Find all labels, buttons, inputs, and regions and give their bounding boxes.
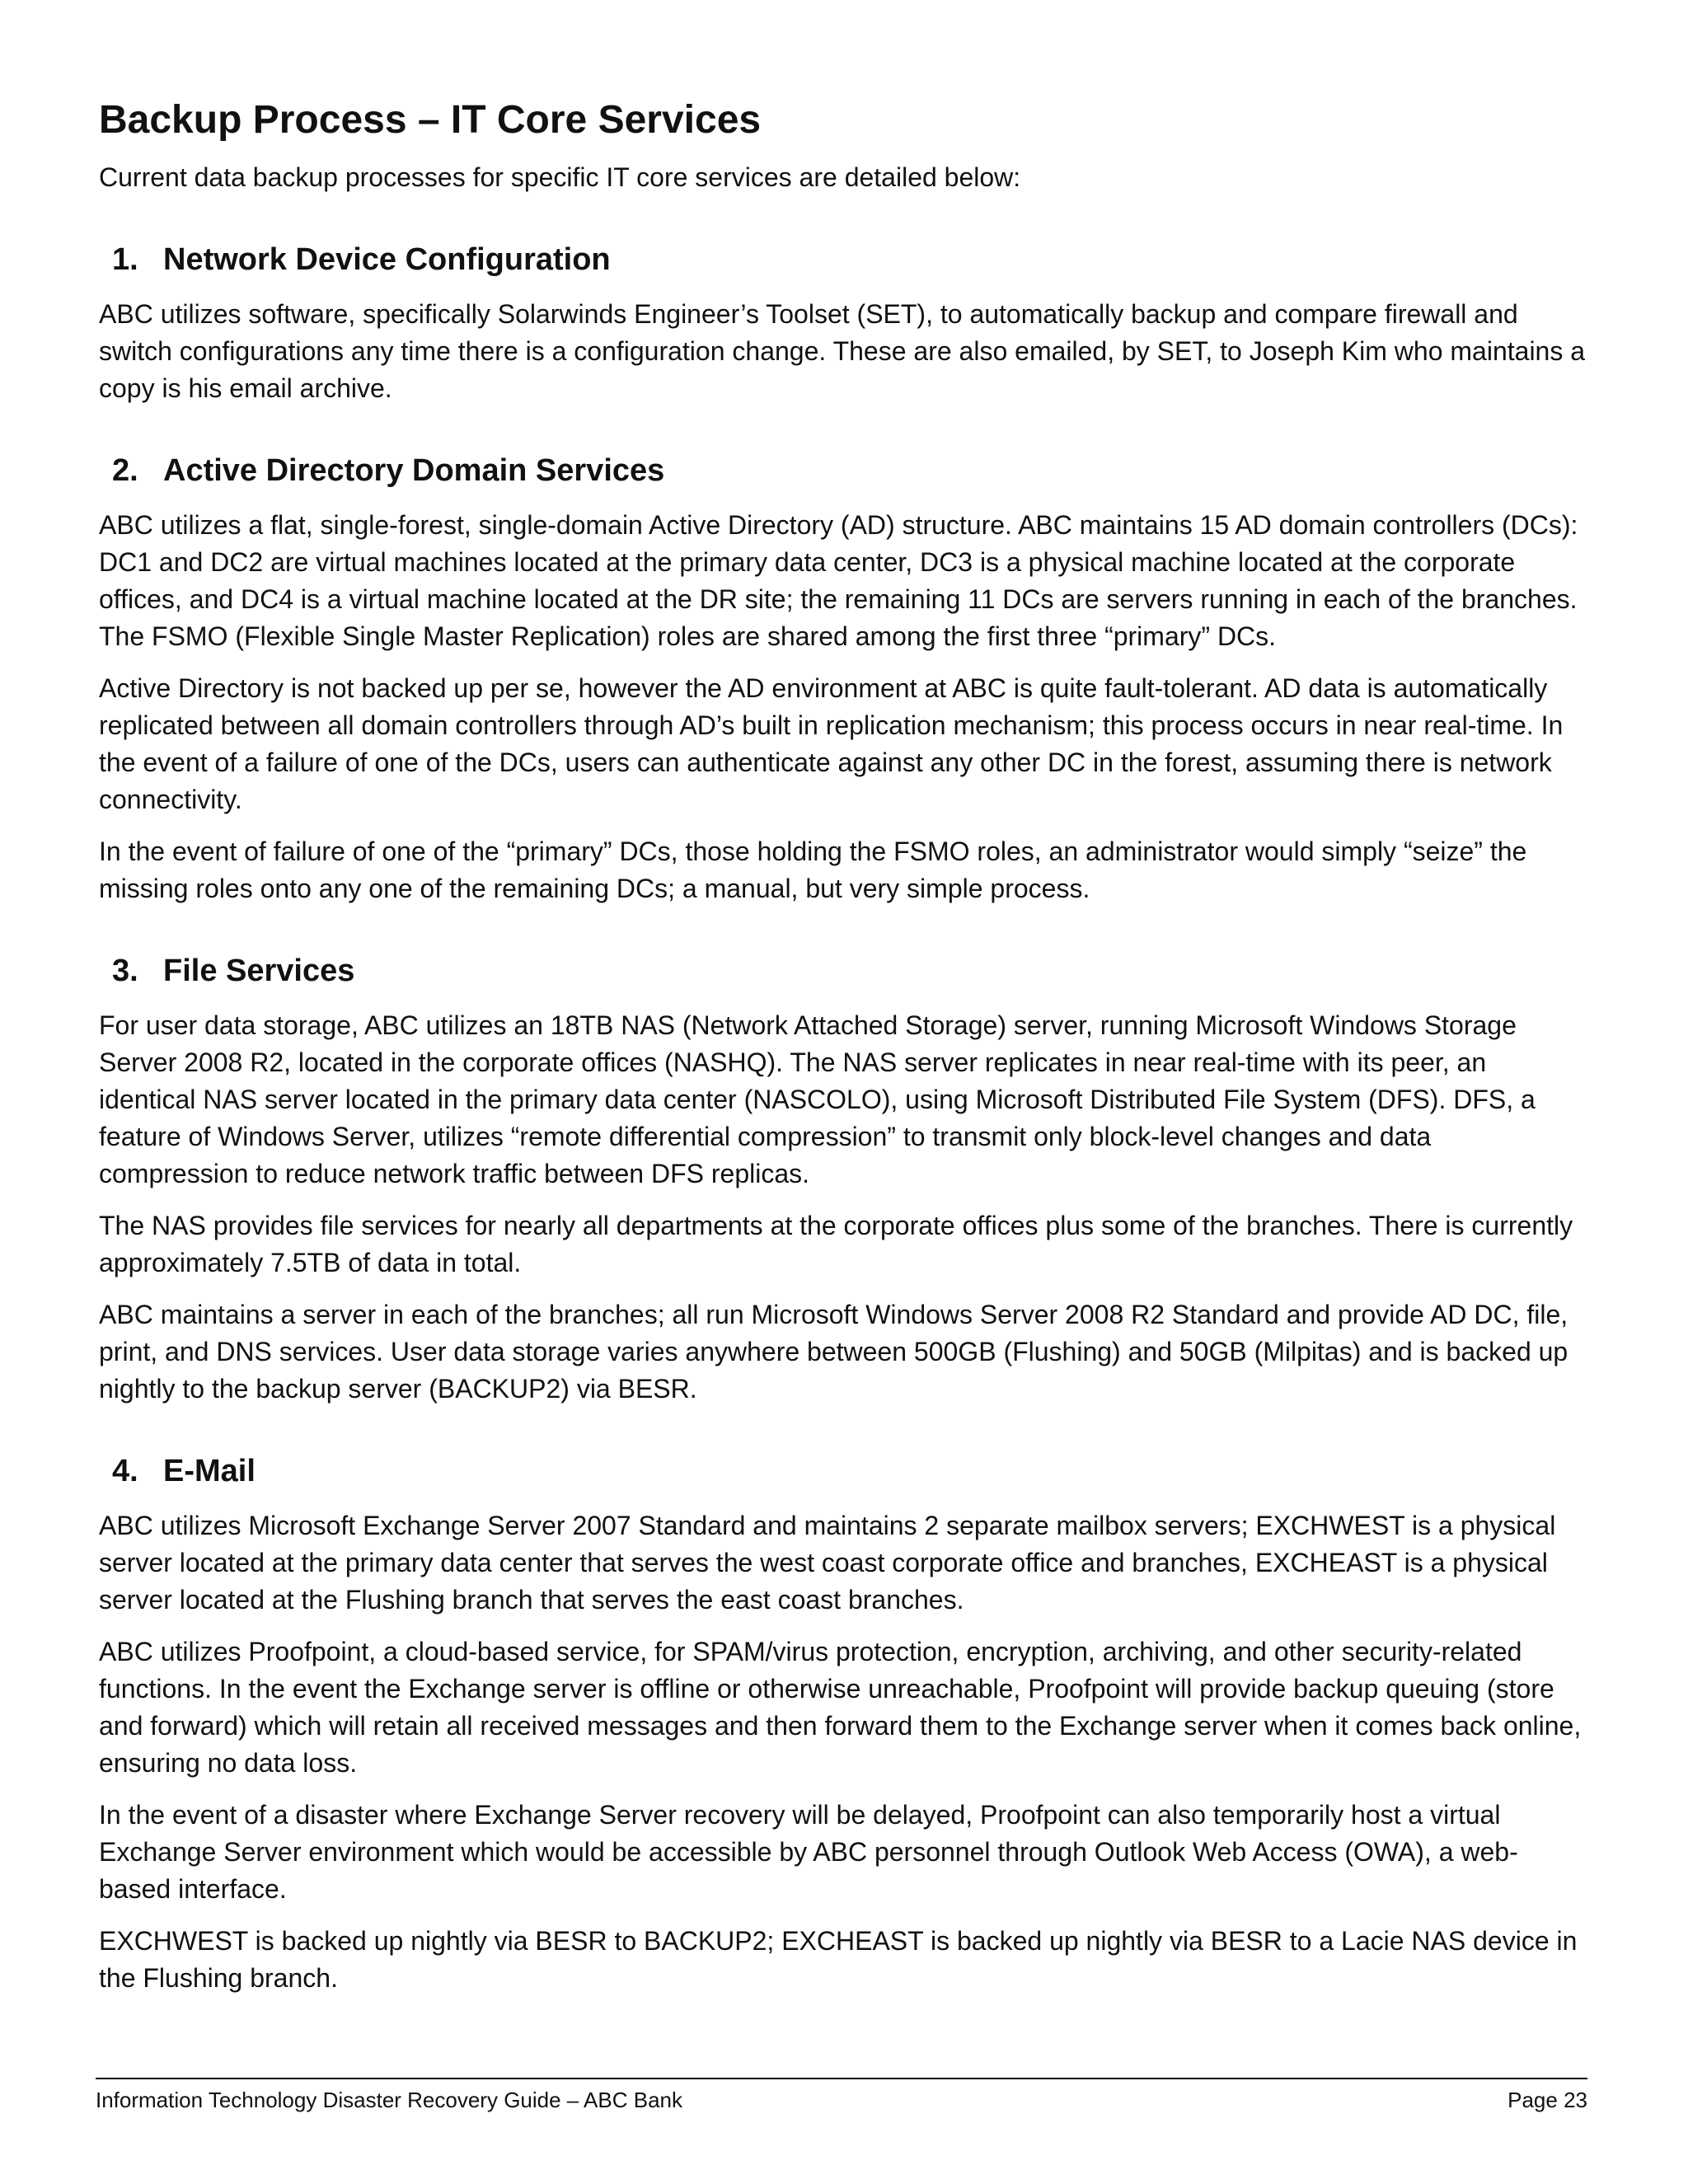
section-title: Active Directory Domain Services — [163, 453, 665, 488]
paragraph: ABC utilizes Microsoft Exchange Server 2007 Standard and maintains 2 separate mailbox servers; EXCHWEST is a physical server located at the primary data center that serves the west coast corporate office and branches, EXCHEAST is a physical server located at the Flushing branch that serves the east coast branches. — [99, 1511, 1556, 1615]
section-title: Network Device Configuration — [163, 242, 611, 277]
footer-page-number: Page 23 — [1507, 2088, 1587, 2112]
section-heading — [112, 242, 1587, 278]
paragraph: In the event of a disaster where Exchange Server recovery will be delayed, Proofpoint can also temporarily host a virtual Exchange Server environment which would be accessible by ABC personnel through Outlook Web Access (OWA), a web-based interface. — [99, 1800, 1518, 1904]
document-page — [99, 97, 1587, 2043]
section-number: 2. — [112, 453, 138, 488]
paragraph: EXCHWEST is backed up nightly via BESR to BACKUP2; EXCHEAST is backed up nightly via BESR to a Lacie NAS device in the Flushing branch. — [99, 1926, 1578, 1993]
paragraph: In the event of failure of one of the “primary” DCs, those holding the FSMO roles, an administrator would simply “seize” the missing roles onto any one of the remaining DCs; a manual, but very simple process. — [99, 837, 1527, 903]
paragraph: ABC utilizes Proofpoint, a cloud-based service, for SPAM/virus protection, encryption, archiving, and other security-related functions. In the event the Exchange server is offline or otherwise unreachable, Proofpoint will provide backup queuing (store and forward) which will retain all received messages and then forward them to the Exchange server when it comes back online, ensuring no data loss. — [99, 1637, 1582, 1778]
page-title: Backup Process – IT Core Services — [99, 98, 762, 142]
section-heading — [112, 453, 1587, 489]
section-heading — [112, 1454, 1587, 1489]
section-active-directory — [99, 453, 1587, 907]
page-footer — [96, 2078, 1587, 2114]
section-title: E-Mail — [163, 1454, 256, 1488]
section-network-device-configuration — [99, 242, 1587, 407]
paragraph: ABC utilizes a flat, single-forest, single-domain Active Directory (AD) structure. ABC maintains 15 AD domain controllers (DCs): DC1 and DC2 are virtual machines located at the primary data center, DC3 is a physical machine located at the corporate offices, and DC4 is a virtual machine located at the DR site; the remaining 11 DCs are servers running in each of the branches. The FSMO (Flexible Single Master Replication) roles are shared among the first three “primary” DCs. — [99, 510, 1578, 651]
section-title: File Services — [163, 954, 355, 988]
section-number: 1. — [112, 242, 138, 277]
paragraph: ABC utilizes software, specifically Solarwinds Engineer’s Toolset (SET), to automatically backup and compare firewall and switch configurations any time there is a configuration change. These are also emailed, by SET, to Joseph Kim who maintains a copy is his email archive. — [99, 299, 1586, 403]
intro-paragraph: Current data backup processes for specific IT core services are detailed below: — [99, 162, 1021, 192]
section-number: 3. — [112, 954, 138, 988]
footer-document-title: Information Technology Disaster Recovery Guide – ABC Bank — [96, 2088, 682, 2112]
section-heading — [112, 954, 1587, 989]
paragraph: Active Directory is not backed up per se, however the AD environment at ABC is quite fault-tolerant. AD data is automatically replicated between all domain controllers through AD’s built in replication mechanism; this process occurs in near real-time. In the event of a failure of one of the DCs, users can authenticate against any other DC in the forest, assuming there is network connectivity. — [99, 673, 1564, 814]
section-email — [99, 1454, 1587, 1997]
section-file-services — [99, 954, 1587, 1408]
paragraph: The NAS provides file services for nearly all departments at the corporate offices plus some of the branches. There is currently approximately 7.5TB of data in total. — [99, 1211, 1573, 1277]
paragraph: ABC maintains a server in each of the branches; all run Microsoft Windows Server 2008 R2 Standard and provide AD DC, file, print, and DNS services. User data storage varies anywhere between 500GB (Flushing) and 50GB (Milpitas) and is backed up nightly to the backup server (BACKUP2) via BESR. — [99, 1300, 1568, 1404]
paragraph: For user data storage, ABC utilizes an 18TB NAS (Network Attached Storage) server, running Microsoft Windows Storage Server 2008 R2, located in the corporate offices (NASHQ). The NAS server replicates in near real-time with its peer, an identical NAS server located in the primary data center (NASCOLO), using Microsoft Distributed File System (DFS). DFS, a feature of Windows Server, utilizes “remote differential compression” to transmit only block-level changes and data compression to reduce network traffic between DFS replicas. — [99, 1010, 1536, 1188]
section-number: 4. — [112, 1454, 138, 1488]
